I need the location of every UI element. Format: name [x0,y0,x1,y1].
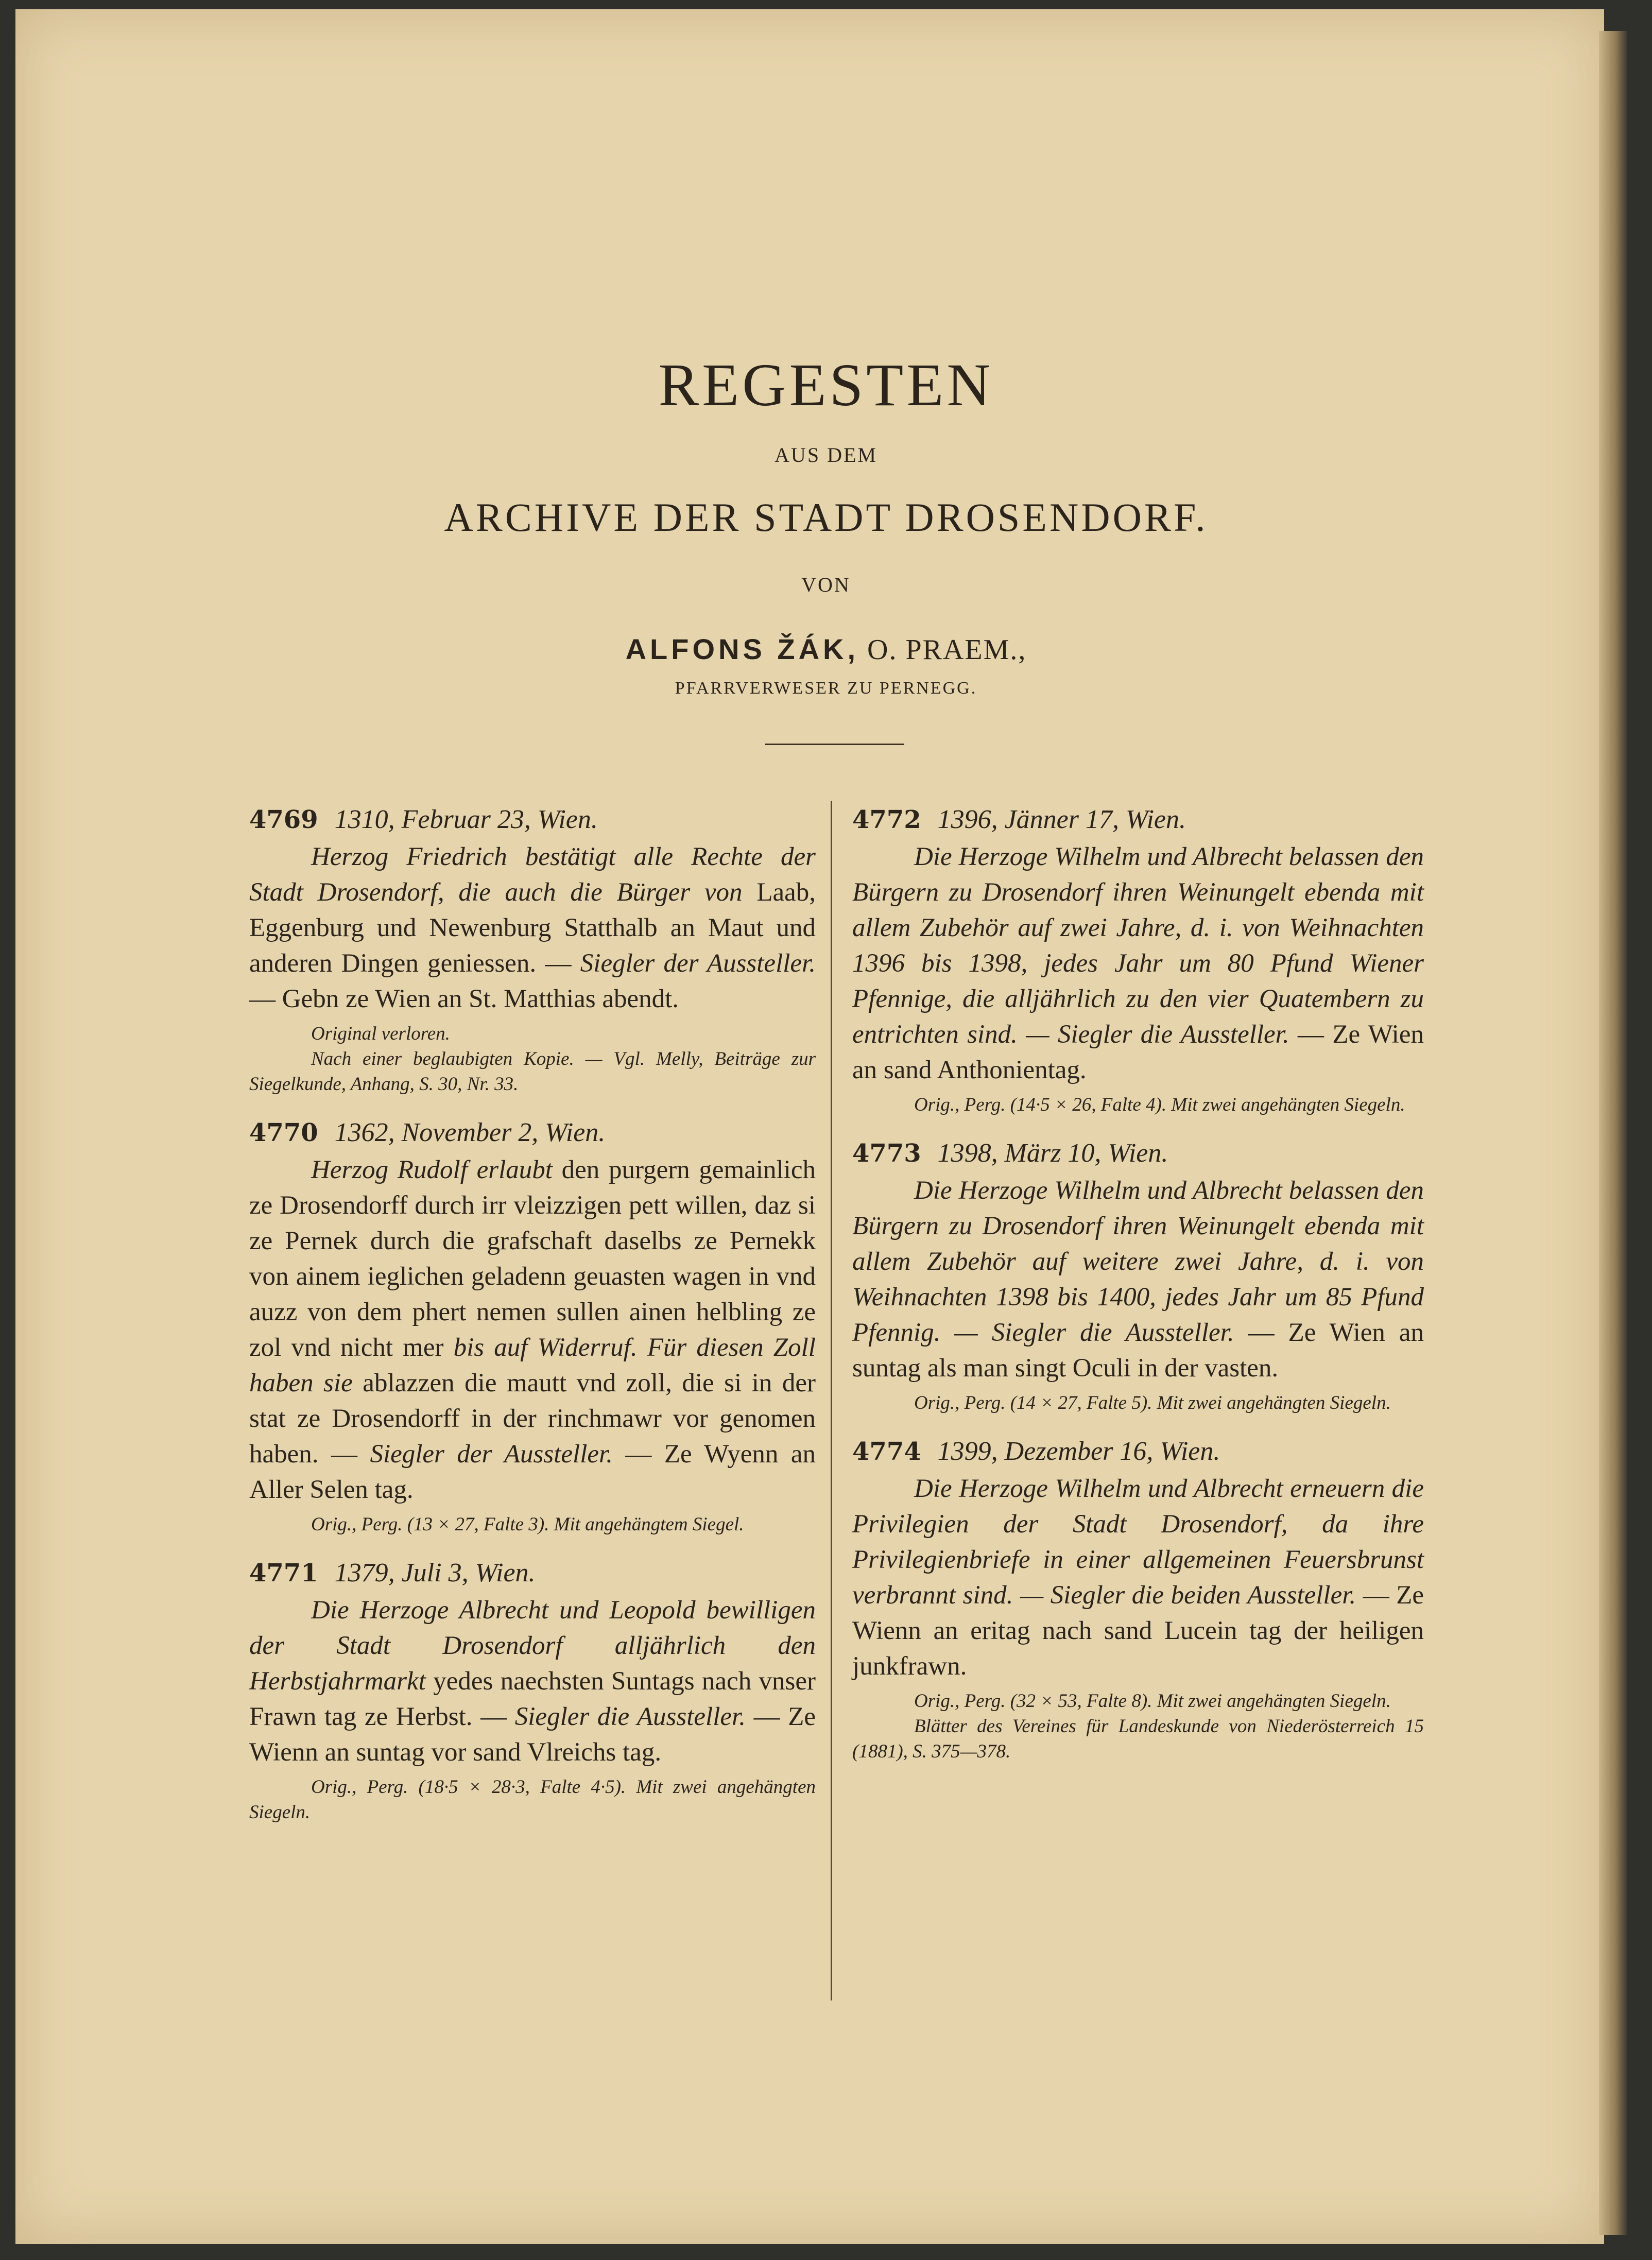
entry-text-segment: Laab, Eggenburg und Newenburg Statthalb an Maut und anderen Dingen geniessen. — [249,878,816,978]
author-affiliation: PFARRVERWESER ZU PERNEGG. [675,679,977,698]
regest-entry [249,1557,816,1825]
regest-entry [249,1116,816,1537]
author-order: O. PRAEM., [859,634,1027,666]
entry-text [249,1593,816,1770]
regest-entry [852,1137,1424,1416]
entry-text-segment: — Ze Wien an suntag als man singt Oculi in der vasten. [852,1318,1424,1383]
entry-text-segment: Die Herzoge Wilhelm und Albrecht belassen den Bürgern zu Drosendorf ihren Weinungelt ebenda mit allem Zubehör auf zwei Jahre, d. i. von Weihnachten 1396 bis 1398, jedes Jahr um 80 Pfund Wiener Pfennige, die alljährlich zu den vier Quatembern zu entrichten sind. — Siegler die Aussteller. [852,842,1424,1049]
entry-text-segment: Die Herzoge Albrecht und Leopold bewilligen der Stadt Drosendorf alljährlich den Herbstjahrmarkt [249,1596,816,1696]
entry-heading [852,1435,1424,1468]
entry-number: 4771 [249,1559,318,1588]
entry-heading [249,1557,816,1590]
entry-source-note: Original verloren. [311,1023,450,1044]
entry-date: 1362, November 2, Wien. [334,1118,606,1147]
entry-text [852,839,1424,1088]
entry-source-note: Blätter des Vereines für Landeskunde von Niederösterreich 15 (1881), S. 375—378. [852,1716,1424,1762]
entry-text-segment: — Ze Wien an sand Anthonientag. [852,1020,1424,1084]
entry-text-segment: Siegler die Aussteller. [514,1702,746,1731]
author-line [0,632,1652,666]
entry-text-segment: — Ze Wienn an eritag nach sand Lucein tag der heiligen junkfrawn. [852,1581,1424,1681]
entry-text-segment: — Ze Wienn an suntag vor sand Vlreichs tag. [249,1702,816,1767]
regest-entry [249,803,816,1097]
entry-heading [852,1137,1424,1170]
entry-date: 1399, Dezember 16, Wien. [937,1437,1220,1466]
entry-text-segment: ablazzen die mautt vnd zoll, die si in der stat ze Drosendorff in der rinchmawr vor genomen haben. — [249,1369,816,1469]
entry-date: 1398, März 10, Wien. [937,1138,1168,1168]
entry-text-segment: Herzog Rudolf erlaubt [311,1155,553,1184]
entry-number: 4774 [852,1437,921,1466]
page-title: REGESTEN [658,351,994,419]
entry-text-segment: Die Herzoge Wilhelm und Albrecht belassen den Bürgern zu Drosendorf ihren Weinungelt ebenda mit allem Zubehör auf weitere zwei Jahre, d. i. von Weihnachten 1398 bis 1400, jedes Jahr um 85 Pfund Pfennig. — Siegler die Aussteller. [852,1176,1424,1347]
entry-source-note: Orig., Perg. (14 × 27, Falte 5). Mit zwei angehängten Siegeln. [914,1392,1391,1413]
author-name: ALFONS ŽÁK, [625,633,859,665]
entry-source-note: Orig., Perg. (18·5 × 28·3, Falte 4·5). Mit zwei angehängten Siegeln. [249,1776,816,1823]
entry-text-segment: Die Herzoge Wilhelm und Albrecht erneuern die Privilegien der Stadt Drosendorf, da ihre Privilegienbriefe in einer allgemeinen Feuersbrunst verbrannt sind. — Siegler die beiden Aussteller. [852,1474,1424,1610]
subtitle-von: VON [801,573,851,596]
regest-entry [852,803,1424,1117]
entry-source-note: Orig., Perg. (14·5 × 26, Falte 4). Mit zwei angehängten Siegeln. [914,1094,1405,1115]
right-column [852,803,1424,1784]
entry-text-segment: Herzog Friedrich bestätigt alle Rechte der Stadt Drosendorf, die auch die Bürger von [249,842,816,907]
entry-number: 4770 [249,1118,318,1147]
entry-source-note: Nach einer beglaubigten Kopie. — Vgl. Melly, Beiträge zur Siegelkunde, Anhang, S. 30, Nr. 33. [249,1048,816,1095]
entry-date: 1310, Februar 23, Wien. [334,805,598,834]
entry-source-note: Orig., Perg. (32 × 53, Falte 8). Mit zwei angehängten Siegeln. [914,1690,1391,1712]
entry-text [249,1152,816,1508]
entry-text-segment: den purgern gemainlich ze Drosendorff durch irr vleizzigen pett willen, daz si ze Pernek durch die grafschaft daselbs ze Pernekk von ainem ieglichen geladenn geuasten wagen in vnd auzz von dem phert nemen sullen ainen helbling ze zol vnd nicht mer [249,1155,816,1362]
entry-text-segment: yedes naechsten Suntags nach vnser Frawn tag ze Herbst. — [249,1667,816,1731]
regest-entry [852,1435,1424,1764]
entry-number: 4773 [852,1139,921,1168]
header-divider [765,744,904,745]
subtitle-archive: ARCHIVE DER STADT DROSENDORF. [444,495,1208,540]
entry-text-segment: Siegler der Aussteller. [580,949,816,978]
entry-number: 4772 [852,805,921,834]
entry-text [249,839,816,1017]
entry-number: 4769 [249,805,318,834]
entry-date: 1379, Juli 3, Wien. [334,1558,536,1588]
entry-source-note: Orig., Perg. (13 × 27, Falte 3). Mit angehängtem Siegel. [311,1514,744,1535]
entry-date: 1396, Jänner 17, Wien. [937,805,1186,834]
entry-text [852,1471,1424,1684]
entry-text [852,1173,1424,1386]
subtitle-aus-dem: AUS DEM [775,443,877,467]
entry-text-segment: Siegler der Aussteller. [370,1440,613,1469]
entry-heading [249,803,816,836]
entry-text-segment: bis auf Widerruf. Für diesen Zoll haben sie [249,1333,816,1398]
entry-text-segment: — Gebn ze Wien an St. Matthias abendt. [249,985,679,1013]
entry-heading [852,803,1424,836]
left-column [249,803,816,1844]
column-divider [831,801,832,2000]
entry-heading [249,1116,816,1149]
entry-text-segment: — Ze Wyenn an Aller Selen tag. [249,1440,816,1504]
